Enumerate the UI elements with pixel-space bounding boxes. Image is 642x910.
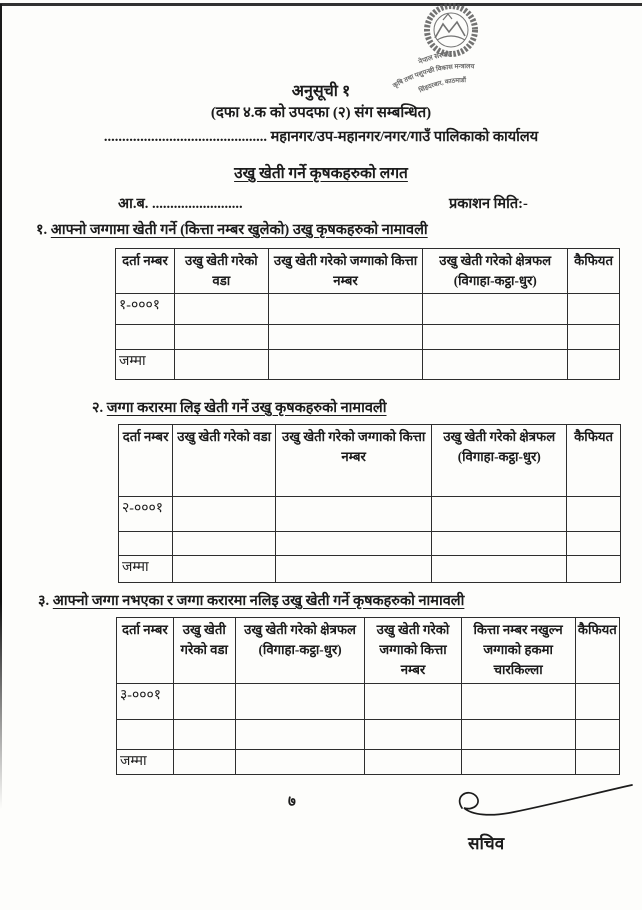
table-cell	[423, 349, 568, 379]
office-name-line: ............................................. महानगर/उप-महानगर/नगर/गाउँ पालिकाको कार्यालय	[103, 129, 539, 145]
table-cell	[365, 720, 461, 750]
table-cell	[432, 497, 567, 532]
scan-edge-top	[0, 3, 642, 6]
table-cell	[432, 532, 567, 556]
section2-heading: २. जग्गा करारमा लिइ खेती गर्ने उखु कृषकहरुको नामावली	[92, 400, 387, 416]
table-cell	[432, 556, 567, 583]
schedule-title: अनुसूची १	[291, 83, 351, 100]
table-cell	[276, 532, 432, 556]
section1-number: १.	[36, 222, 48, 238]
table-cell	[117, 720, 174, 750]
seal-text-ministry: कृषि तथा पशुपन्छी विकास मन्त्रालय	[391, 63, 475, 90]
table-cell	[575, 684, 619, 720]
table-header-cell: उखु खेती गरेको वडा	[173, 425, 276, 497]
table-cell	[174, 324, 268, 349]
table-cell	[173, 720, 235, 750]
section3-number: ३.	[38, 593, 50, 609]
publish-date-label: प्रकाशन मिति:-	[449, 196, 528, 212]
document-title: उखु खेती गर्ने कृषकहरुको लगत	[234, 165, 408, 182]
table-header-cell: कित्ता नम्बर नखुल्न जग्गाको हकमा चारकिल्ला	[461, 618, 575, 684]
table-cell	[276, 556, 432, 583]
page-number: ७	[288, 794, 296, 810]
section1-table	[115, 248, 620, 380]
table-cell	[173, 532, 276, 556]
table-cell	[575, 720, 619, 750]
seal-text-government: नेपाल सरकार	[417, 49, 453, 67]
section2-table	[118, 424, 621, 583]
table-header-cell: उखु खेती गरेको वडा	[174, 249, 268, 294]
table-cell	[173, 497, 276, 532]
secretary-signature-label: सचिव	[468, 834, 505, 853]
table-header-cell: उखु खेती गरेको जग्गाको कित्ता नम्बर	[276, 425, 432, 497]
registration-number-cell: २-०००१	[119, 497, 173, 532]
table-header-cell: उखु खेती गरेको क्षेत्रफल (विगाहा-कट्ठा-धुर)	[432, 425, 567, 497]
table-row	[119, 532, 621, 556]
table-cell	[235, 750, 365, 775]
table-cell	[461, 684, 575, 720]
section3-heading: ३. आफ्नो जग्गा नभएका र जग्गा करारमा नलिइ उखु खेती गर्ने कृषकहरुको नामावली	[38, 593, 465, 609]
table-header-cell: उखु खेती गरेको जग्गाको कित्ता नम्बर	[268, 249, 423, 294]
table-header-cell: कैफियत	[568, 249, 620, 294]
table-cell	[268, 349, 423, 379]
table-cell	[423, 293, 568, 324]
section3-table	[116, 617, 620, 775]
table-cell	[173, 750, 235, 775]
table-header-cell: कैफियत	[575, 618, 619, 684]
table-row	[116, 293, 620, 324]
table-cell	[174, 293, 268, 324]
table-cell	[461, 720, 575, 750]
table-header-cell: दर्ता नम्बर	[116, 249, 175, 294]
table-cell	[119, 532, 173, 556]
table-header-cell: उखु खेती गरेको वडा	[173, 618, 235, 684]
table-cell	[568, 293, 620, 324]
table-cell	[567, 532, 621, 556]
table-header-row	[116, 249, 620, 294]
table-header-cell: दर्ता नम्बर	[119, 425, 173, 497]
table-row	[117, 720, 620, 750]
table-total-row	[116, 349, 620, 379]
table-cell	[568, 324, 620, 349]
table-total-row	[119, 556, 621, 583]
table-header-row	[117, 618, 620, 684]
fiscal-year-field: आ.ब. .........................	[118, 196, 243, 212]
table-header-cell: उखु खेती गरेको जग्गाको कित्ता नम्बर	[365, 618, 461, 684]
table-cell	[268, 293, 423, 324]
table-cell	[235, 684, 365, 720]
table-cell	[276, 497, 432, 532]
table-header-cell: कैफियत	[567, 425, 621, 497]
table-header-cell: उखु खेती गरेको क्षेत्रफल (विगाहा-कट्ठा-धुर)	[235, 618, 365, 684]
table-cell	[567, 497, 621, 532]
seal-text-address: सिंहदरबार, काठमाडौं	[418, 77, 467, 95]
svg-text:नेपाल सरकार	[416, 50, 455, 67]
table-cell	[568, 349, 620, 379]
table-row	[116, 324, 620, 349]
total-label-cell: जम्मा	[116, 349, 175, 379]
table-cell	[235, 720, 365, 750]
table-row	[117, 684, 620, 720]
signature-icon	[428, 770, 638, 830]
table-cell	[173, 556, 276, 583]
table-row	[119, 497, 621, 532]
table-cell	[365, 684, 461, 720]
total-label-cell: जम्मा	[119, 556, 173, 583]
section2-number: २.	[92, 400, 104, 416]
registration-number-cell: ३-०००१	[117, 684, 174, 720]
total-label-cell: जम्मा	[117, 750, 174, 775]
table-cell	[268, 324, 423, 349]
table-cell	[173, 684, 235, 720]
section1-heading: १. आफ्नो जग्गामा खेती गर्ने (कित्ता नम्बर खुलेको) उखु कृषकहरुको नामावली	[36, 222, 428, 238]
registration-number-cell: १-०००१	[116, 293, 175, 324]
table-cell	[423, 324, 568, 349]
table-cell	[567, 556, 621, 583]
table-cell	[174, 349, 268, 379]
table-header-row	[119, 425, 621, 497]
table-header-cell: उखु खेती गरेको क्षेत्रफल (विगाहा-कट्ठा-धुर)	[423, 249, 568, 294]
clause-subtitle: (दफा ४.क को उपदफा (२) संग सम्बन्धित)	[210, 105, 432, 121]
table-cell	[116, 324, 175, 349]
table-header-cell: दर्ता नम्बर	[117, 618, 174, 684]
